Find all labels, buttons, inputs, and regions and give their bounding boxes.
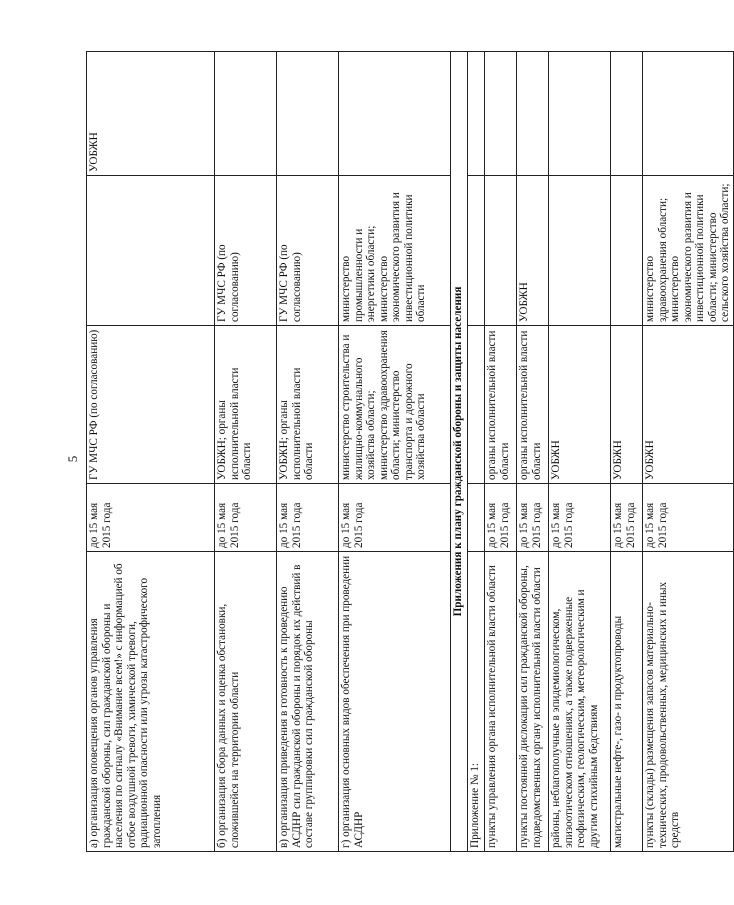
task-cell: магистральные нефте-, газо- и продуктопроводы	[611, 552, 643, 852]
section-title: Приложения к плану гражданской обороны и защиты населения	[451, 52, 468, 852]
task-cell: пункты постоянной дислокации сил гражданской обороны, подведомственных органу исполнительной власти области	[517, 552, 549, 852]
coexecutor-cell: ГУ МЧС РФ (по согласованию)	[277, 176, 339, 326]
executor-cell: УОБЖН	[643, 326, 734, 484]
coexecutor-cell: министерство промышленности и энергетики области; министерство экономического развития и инвестиционной политики области	[339, 176, 451, 326]
control-cell	[277, 52, 339, 176]
deadline-cell: до 15 мая 2015 года	[339, 484, 451, 552]
executor-cell: ГУ МЧС РФ (по согласованию)	[87, 326, 215, 484]
control-cell	[485, 52, 517, 176]
executor-cell: УОБЖН	[611, 326, 643, 484]
table-row	[215, 52, 277, 852]
deadline-cell: до 15 мая 2015 года	[485, 484, 517, 552]
control-cell	[611, 52, 643, 176]
table-row	[611, 52, 643, 852]
task-cell: в) организация приведения в готовность к проведению АСДНР сил гражданской обороны и порядок их действий в составе группировки сил гражданской обороны	[277, 552, 339, 852]
task-cell: пункты управления органа исполнительной власти области	[485, 552, 517, 852]
deadline-cell: до 15 мая 2015 года	[643, 484, 734, 552]
deadline-cell: до 15 мая 2015 года	[549, 484, 611, 552]
task-cell: районы, неблагополучные в эпидемиологическом, эпизоотическом отношениях, а также подверженные геофизическим, геологическим, метеорологическим и другим стихийным бедствиям	[549, 552, 611, 852]
deadline-cell: до 15 мая 2015 года	[611, 484, 643, 552]
appendix-label-row	[468, 52, 485, 852]
executor-cell: органы исполнительной власти области	[517, 326, 549, 484]
coexecutor-cell	[485, 176, 517, 326]
table-row	[549, 52, 611, 852]
control-cell: УОБЖН	[87, 52, 215, 176]
appendix-label: Приложение № 1:	[468, 552, 485, 852]
control-cell	[643, 52, 734, 176]
table-row	[517, 52, 549, 852]
task-cell: б) организация сбора данных и оценка обстановки, сложившейся на территории области	[215, 552, 277, 852]
executor-cell: органы исполнительной власти области	[485, 326, 517, 484]
executor-cell: министерство строительства и жилищно-коммунального хозяйства области; министерство здравоохранения области; министерство транспорта и дорожного хозяйства области	[339, 326, 451, 484]
control-cell	[549, 52, 611, 176]
deadline-cell: до 15 мая 2015 года	[277, 484, 339, 552]
deadline-cell: до 15 мая 2015 года	[87, 484, 215, 552]
table-row	[87, 52, 215, 852]
table-row	[485, 52, 517, 852]
executor-cell: УОБЖН; органы исполнительной власти области	[277, 326, 339, 484]
task-cell: г) организация основных видов обеспечения при проведении АСДНР	[339, 552, 451, 852]
executor-cell: УОБЖН; органы исполнительной власти области	[215, 326, 277, 484]
table-row	[277, 52, 339, 852]
task-cell: пункты (склады) размещения запасов материально-технических, продовольственных, медицинских и иных средств	[643, 552, 734, 852]
table-row	[339, 52, 451, 852]
coexecutor-cell: УОБЖН	[517, 176, 549, 326]
document-sheet	[86, 52, 734, 852]
control-cell	[517, 52, 549, 176]
deadline-cell: до 15 мая 2015 года	[517, 484, 549, 552]
coexecutor-cell	[611, 176, 643, 326]
deadline-cell: до 15 мая 2015 года	[215, 484, 277, 552]
coexecutor-cell: министерство здравоохранения области; министерство экономического развития и инвестиционной политики области; министерство сельского хозяйства области;	[643, 176, 734, 326]
control-cell	[215, 52, 277, 176]
table-row	[643, 52, 734, 852]
plan-table	[86, 51, 734, 852]
executor-cell: УОБЖН	[549, 326, 611, 484]
section-row	[451, 52, 468, 852]
coexecutor-cell	[87, 176, 215, 326]
control-cell	[339, 52, 451, 176]
coexecutor-cell	[549, 176, 611, 326]
task-cell: а) организация оповещения органов управления гражданской обороны, сил гражданской обороны и населения по сигналу «Внимание всем!» с информацией об отбое воздушной тревоги, химической тревоги, радиационной опасности или угрозы катастрофического затопления	[87, 552, 215, 852]
coexecutor-cell: ГУ МЧС РФ (по согласованию)	[215, 176, 277, 326]
page-number: 5	[65, 455, 80, 463]
